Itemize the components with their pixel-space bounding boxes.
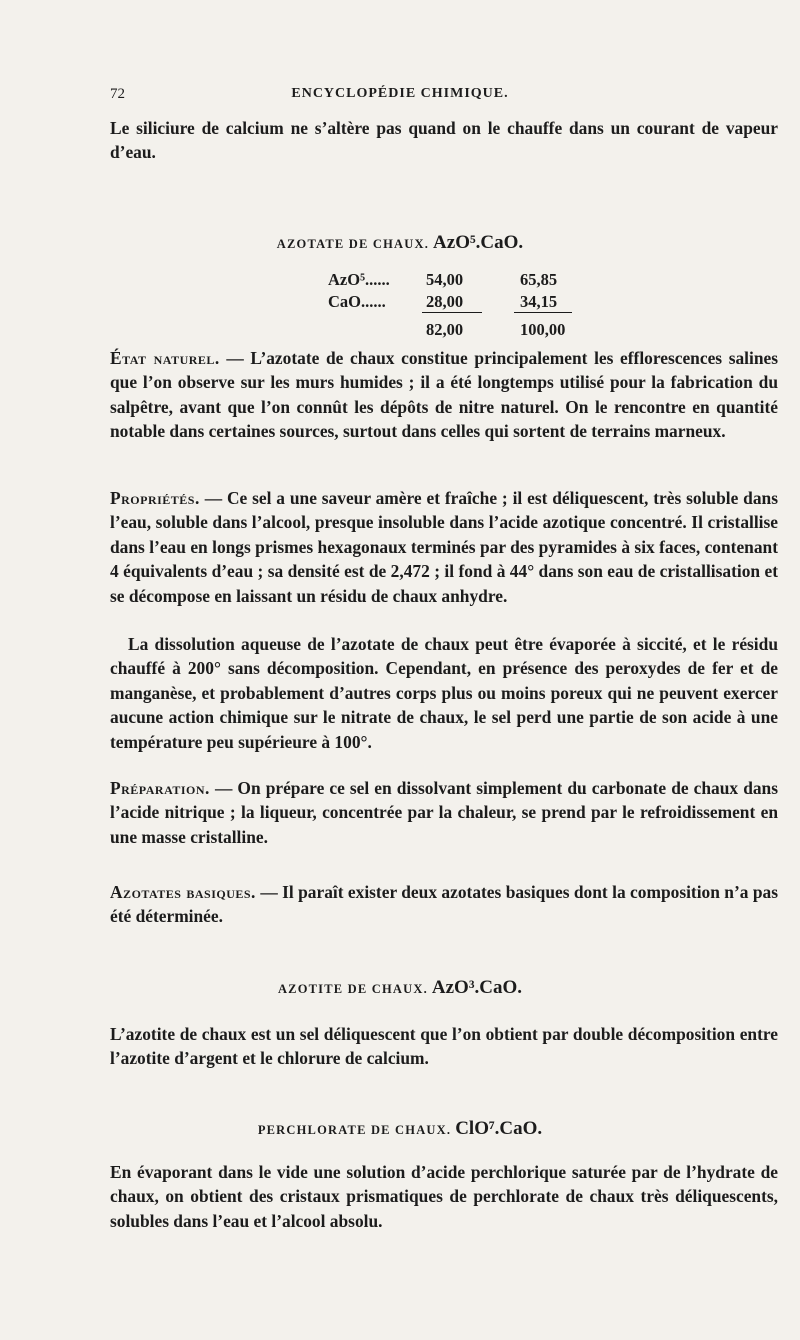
perchlorate-heading-formula: ClO⁷.CaO. bbox=[455, 1118, 543, 1139]
azotite-heading-formula: AzO³.CaO. bbox=[431, 977, 523, 998]
sum-rule-1 bbox=[422, 312, 482, 313]
table-cell-percent: 65,85 bbox=[520, 270, 558, 289]
table-cell-total: 82,00 bbox=[426, 320, 464, 339]
azotate-heading-formula: AzO⁵.CaO. bbox=[433, 232, 524, 253]
proprietes-lead: Propriétés. bbox=[110, 488, 200, 508]
azotite-heading bbox=[0, 977, 800, 999]
table-cell-value: 28,00 bbox=[426, 292, 464, 311]
etat-naturel-text: — L’azotate de chaux constitue principalement les efflorescences salines que l’on observe sur les murs humides ; il a été longtemps utilisé pour la fabrication du salpêtre, avant que l’on connût les dépôts de nitre naturel. On le rencontre en quantité notable dans certaines sources, surtout dans celles qui sortent de terrains marneux. bbox=[110, 348, 778, 442]
preparation-paragraph bbox=[110, 776, 778, 849]
proprietes-text: — Ce sel a une saveur amère et fraîche ; il est déliquescent, très soluble dans l’eau, soluble dans l’alcool, presque insoluble dans l’acide azotique concentré. Il cristallise dans l’eau en longs prismes hexagonaux terminés par des pyramides à six faces, contenant 4 équivalents d’eau ; sa densité est de 2,472 ; il fond à 44° dans son eau de cristallisation et se décompose en laissant un résidu de chaux anhydre. bbox=[110, 488, 778, 606]
perchlorate-heading bbox=[0, 1118, 800, 1140]
azotate-heading-label: AZOTATE DE CHAUX. bbox=[276, 237, 430, 251]
preparation-text: — On prépare ce sel en dissolvant simplement du carbonate de chaux dans l’acide nitrique ; la liqueur, concentrée par la chaleur, se prend par le refroidissement en une masse cristalline. bbox=[110, 778, 778, 847]
sum-rule-2 bbox=[514, 312, 572, 313]
proprietes-paragraph bbox=[110, 486, 778, 608]
basiques-paragraph bbox=[110, 880, 778, 929]
table-cell-percent: 34,15 bbox=[520, 292, 558, 311]
basiques-text: — Il paraît exister deux azotates basiques dont la composition n’a pas été déterminée. bbox=[110, 882, 779, 927]
azotate-heading bbox=[0, 232, 800, 254]
etat-naturel-lead: État naturel. bbox=[110, 348, 220, 368]
azotite-heading-label: AZOTITE DE CHAUX. bbox=[277, 982, 428, 996]
table-cell-label: AzO⁵...... bbox=[328, 270, 390, 289]
dissolution-paragraph: La dissolution aqueuse de l’azotate de chaux peut être évaporée à siccité, et le résidu chauffé à 200° sans décomposition. Cependant, en présence des peroxydes de fer et de manganèse, et probablement d’autres corps plus ou moins poreux qui ne peuvent exercer aucune action chimique sur le nitrate de chaux, le sel perd une partie de son acide à une température peu supérieure à 100°. bbox=[110, 634, 778, 752]
azotite-paragraph: L’azotite de chaux est un sel déliquescent que l’on obtient par double décomposition entre l’azotite d’argent et le chlorure de calcium. bbox=[110, 1024, 778, 1069]
table-cell-value: 54,00 bbox=[426, 270, 464, 289]
preparation-lead: Préparation. bbox=[110, 778, 210, 798]
table-cell-label: CaO...... bbox=[328, 292, 386, 311]
table-cell-total-percent: 100,00 bbox=[520, 320, 566, 339]
perchlorate-heading-label: PERCHLORATE DE CHAUX. bbox=[257, 1123, 452, 1137]
etat-naturel-paragraph bbox=[110, 346, 778, 444]
intro-paragraph: Le siliciure de calcium ne s’altère pas quand on le chauffe dans un courant de vapeur d’eau. bbox=[110, 118, 778, 163]
page-number: 72 bbox=[110, 86, 125, 102]
basiques-lead: Azotates basiques. bbox=[110, 882, 256, 902]
running-title: ENCYCLOPÉDIE CHIMIQUE. bbox=[291, 86, 509, 101]
perchlorate-paragraph: En évaporant dans le vide une solution d’acide perchlorique saturée par de l’hydrate de chaux, on obtient des cristaux prismatiques de perchlorate de chaux très déliquescents, solubles dans l’eau et l’alcool absolu. bbox=[110, 1162, 778, 1231]
